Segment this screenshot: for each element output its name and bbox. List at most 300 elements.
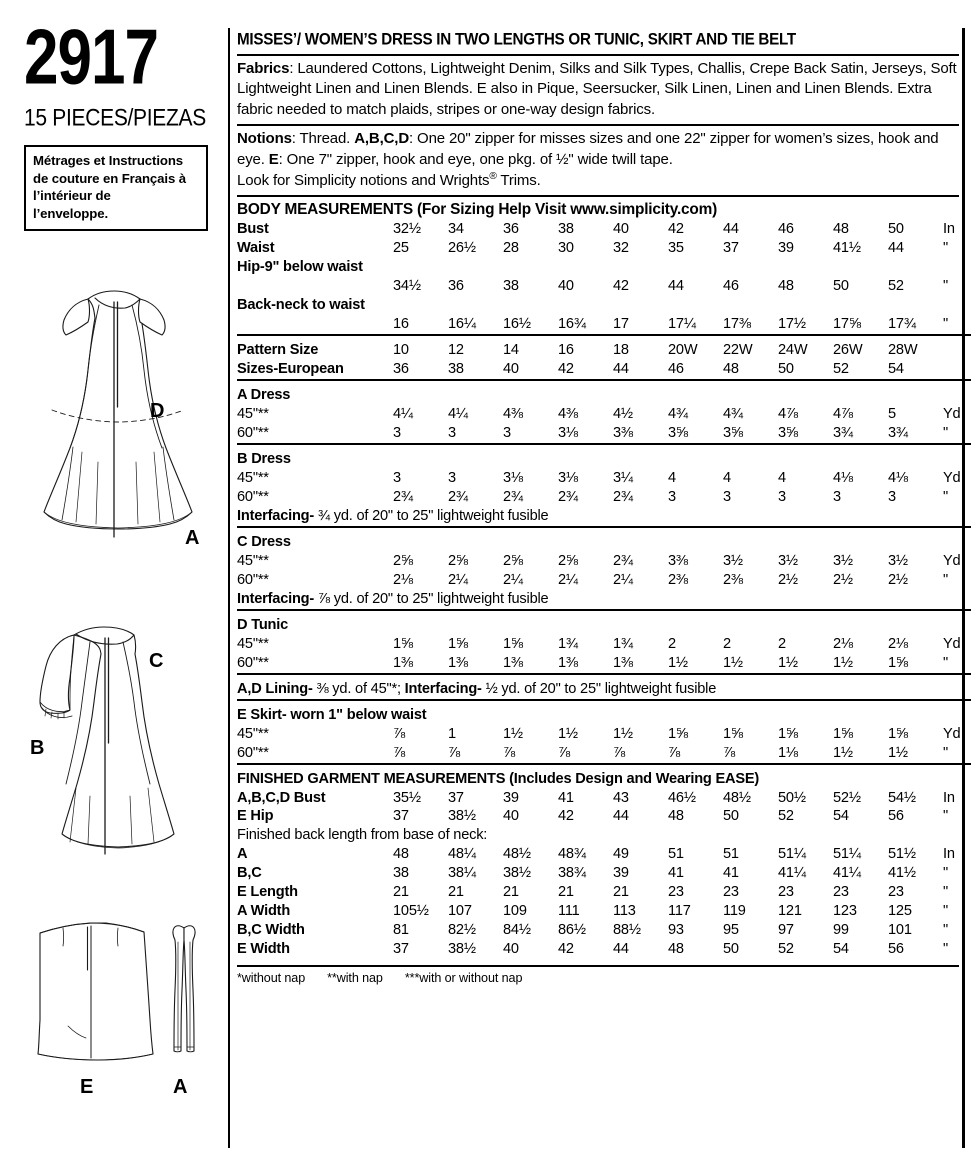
cell: 43 [613,789,629,806]
cell: 1⅝ [393,635,413,652]
cell: 23 [888,884,904,901]
cell: 50 [723,808,739,825]
figure-label-A: A [185,527,200,549]
row-label: 45"** [237,406,269,423]
cell: 38 [448,361,464,378]
row-label: A,B,C,D Bust [237,789,326,806]
cell: 2⅝ [503,552,523,569]
cell: 3⅜ [668,552,688,569]
table-row [237,386,971,405]
cell: 10 [393,342,409,359]
table-row [237,590,971,610]
cell: 3¾ [833,425,853,442]
cell: 17 [613,316,629,333]
cell: 38½ [448,941,476,958]
cell: 3⅝ [778,425,798,442]
cell: 1½ [778,654,798,671]
cell: 3 [668,488,676,505]
cell: 3 [833,488,841,505]
cell: 97 [778,922,794,939]
table-row [237,469,971,488]
unit-cell: Yd [943,635,961,652]
footnotes [237,971,959,985]
cell: 3 [723,488,731,505]
cell: 23 [778,884,794,901]
footnote-without-nap: *without nap [237,971,306,986]
view-title: A Dress [237,387,291,404]
table-row [237,552,971,571]
cell: 24W [778,342,808,359]
view-title: B Dress [237,451,291,468]
cell: ⅞ [558,744,570,761]
skirt-belt-svg [18,908,218,1108]
cell: ⅞ [448,744,460,761]
cell: 48 [723,361,739,378]
view-title: E Skirt- worn 1" below waist [237,706,427,723]
french-line-1: Métrages et Instructions [33,153,184,169]
row-label: E Width [237,941,290,958]
cell: 41½ [833,240,861,257]
cell: 4½ [613,406,633,423]
cell: 1½ [558,725,578,742]
trims-text-b: Trims. [496,171,541,189]
cell: 52 [778,808,794,825]
rule-after-fabrics [237,124,959,126]
unit-cell: " [943,865,948,882]
cell: 3½ [888,552,908,569]
cell: 21 [503,884,519,901]
interfacing-note [237,507,971,527]
cell: 50 [778,361,794,378]
cell: 52½ [833,789,861,806]
interfacing-text: ½ yd. of 20" to 25" lightweight fusible [481,680,717,697]
cell: 4 [778,469,786,486]
cell: 4¾ [668,406,688,423]
table-row [237,635,971,654]
cell: 39 [613,865,629,882]
view-title: D Tunic [237,616,289,633]
unit-cell: " [943,571,948,588]
unit-cell: Yd [943,469,961,486]
row-label: 60"** [237,488,269,505]
cell: 2⅜ [723,571,743,588]
cell: 3⅛ [558,425,578,442]
french-instructions-box [24,145,208,231]
cell: 37 [723,240,739,257]
row-label: E Length [237,884,298,901]
cell: 48 [393,846,409,863]
notions-text-e: : One 7" zipper, hook and eye, one pkg. of ½" wide twill tape. [278,150,673,168]
cell: 1⅛ [778,744,798,761]
row-label: 45"** [237,469,269,486]
cell: 46 [668,361,684,378]
cell: 48 [668,941,684,958]
cell: 38¾ [558,865,586,882]
cell: 2⅛ [393,571,413,588]
rule-after-title [237,54,959,56]
table-row [237,680,971,700]
cell: 34 [448,221,464,238]
cell: 1⅜ [448,654,468,671]
cell: 2⅝ [448,552,468,569]
cell: 52 [833,361,849,378]
cell: 44 [613,941,629,958]
cell: ⅞ [503,744,515,761]
cell: 48 [833,221,849,238]
cell: 40 [503,941,519,958]
dress-back-sleeved-svg [18,598,218,878]
cell: 2¾ [613,552,633,569]
pieces-count: 15 PIECES/PIEZAS [24,105,206,132]
footnote-with-nap: **with nap [327,971,383,986]
cell: 39 [503,789,519,806]
cell: 1½ [833,744,853,761]
cell: 3¼ [613,469,633,486]
cell: 2 [778,635,786,652]
body-measurements-table [237,220,971,959]
cell: 23 [668,884,684,901]
unit-cell: " [943,654,948,671]
cell: 4⅜ [503,406,523,423]
cell: 105½ [393,903,429,920]
cell: 121 [778,903,802,920]
cell: 1⅝ [723,725,743,742]
cell: 101 [888,922,912,939]
cell: 52 [778,941,794,958]
cell: 42 [668,221,684,238]
cell: ⅞ [613,744,625,761]
figure-dress-back-sleeved [18,598,218,878]
pattern-number: 2917 [24,14,158,101]
cell: 2⅜ [668,571,688,588]
cell: 17¼ [668,316,696,333]
cell: 32½ [393,221,421,238]
cell: 3⅛ [558,469,578,486]
table-row [237,807,971,826]
cell: 38½ [503,865,531,882]
cell: 44 [613,361,629,378]
cell: 2¾ [558,488,578,505]
cell: 1⅜ [503,654,523,671]
cell: 51 [668,846,684,863]
cell: 4⅛ [888,469,908,486]
cell: 48 [668,808,684,825]
row-label [237,277,393,296]
cell: 99 [833,922,849,939]
unit-cell: In [943,846,955,863]
interfacing-label: Interfacing- [404,680,482,697]
cell: 2¾ [393,488,413,505]
cell: 42 [558,361,574,378]
table-row [237,315,971,335]
cell: 1⅝ [448,635,468,652]
cell: 50 [833,278,849,295]
unit-cell: In [943,789,955,806]
row-label: Sizes-European [237,361,344,378]
figure-label-A: A [173,1076,188,1098]
table-row [237,258,971,277]
cell: 54½ [888,789,916,806]
finished-heading: FINISHED GARMENT MEASUREMENTS (Includes Design and Wearing EASE) [237,770,760,787]
cell: 1 [448,725,456,742]
cell: 38¼ [448,865,476,882]
cell: 54 [833,808,849,825]
cell: 48¾ [558,846,586,863]
notions-view-e: E [268,150,279,168]
cell: 48¼ [448,846,476,863]
cell: 50 [723,941,739,958]
notions-views-abcd: A,B,C,D [354,130,410,148]
table-row [237,921,971,940]
cell: 44 [668,278,684,295]
cell: 2¼ [558,571,578,588]
cell: 82½ [448,922,476,939]
table-row [237,725,971,744]
table-row [237,488,971,507]
row-label: Waist [237,240,275,257]
cell: 1¾ [613,635,633,652]
cell: 111 [558,903,580,920]
cell: 44 [613,808,629,825]
figure-dress-back-long [18,272,218,577]
cell: 41¼ [833,865,861,882]
cell: 17⅝ [833,316,861,333]
french-line-2: de couture en Français à [33,170,186,186]
cell: 2¾ [503,488,523,505]
cell: 3⅝ [723,425,743,442]
cell: 17¾ [888,316,916,333]
cell: 16 [393,316,409,333]
cell: ⅞ [393,725,405,742]
table-row [237,424,971,444]
cell: 14 [503,342,519,359]
cell: 2 [668,635,676,652]
unit-cell: " [943,240,948,257]
cell: 1½ [888,744,908,761]
left-column [24,14,222,231]
cell: 51¼ [833,846,861,863]
cell: 56 [888,808,904,825]
interfacing-note [237,590,971,610]
cell: 35½ [393,789,421,806]
cell: 28W [888,342,918,359]
cell: 1⅜ [393,654,413,671]
cell: 4 [668,469,676,486]
table-row [237,341,971,360]
cell: 1⅝ [888,725,908,742]
cell: 109 [503,903,527,920]
table-row [237,864,971,883]
cell: 23 [723,884,739,901]
row-label: 45"** [237,725,269,742]
cell: 1⅝ [503,635,523,652]
cell: 40 [558,278,574,295]
body-measurements-heading: BODY MEASUREMENTS (For Sizing Help Visit www.simplicity.com) [237,201,717,219]
figure-label-C: C [149,650,164,672]
table-row [237,706,971,725]
unit-cell: Yd [943,552,961,569]
cell: 1½ [668,654,688,671]
cell: 41 [668,865,684,882]
cell: 3 [778,488,786,505]
cell: 41 [723,865,739,882]
unit-cell: " [943,278,948,295]
unit-cell [943,341,971,360]
cell: 41 [558,789,574,806]
french-line-3: l’intérieur de [33,188,111,204]
row-label: 45"** [237,552,269,569]
cell: 40 [503,808,519,825]
cell: 2¼ [448,571,468,588]
cell: 26½ [448,240,476,257]
unit-cell: " [943,922,948,939]
cell: 2⅛ [888,635,908,652]
cell: 3½ [723,552,743,569]
unit-cell: Yd [943,406,961,423]
row-label [237,315,393,335]
row-label: E Hip [237,808,274,825]
cell: 88½ [613,922,641,939]
cell: 38 [393,865,409,882]
row-label: 60"** [237,571,269,588]
cell: 4¼ [448,406,468,423]
cell: 52 [888,278,904,295]
cell: ⅞ [668,744,680,761]
cell: 40 [503,361,519,378]
cell: 54 [888,361,904,378]
table-row [237,405,971,424]
cell: 2¾ [448,488,468,505]
cell: 44 [888,240,904,257]
cell: 51½ [888,846,916,863]
cell: 2⅝ [393,552,413,569]
table-row [237,220,971,239]
cell: 17⅜ [723,316,751,333]
notions-trims-line [237,170,959,191]
cell: 50 [888,221,904,238]
cell: 1⅝ [668,725,688,742]
cell: 48½ [503,846,531,863]
cell: 4¼ [393,406,413,423]
cell: 21 [393,884,409,901]
cell: 3⅜ [613,425,633,442]
unit-cell: Yd [943,725,961,742]
row-label: B,C Width [237,922,305,939]
cell: 39 [778,240,794,257]
cell: 2 [723,635,731,652]
table-row [237,296,971,315]
table-row [237,940,971,959]
fabrics-paragraph [237,59,959,120]
row-label: A [237,846,248,863]
table-row [237,533,971,552]
cell: 93 [668,922,684,939]
table-row [237,883,971,902]
cell: 3 [888,488,896,505]
cell: 37 [393,808,409,825]
cell: 1½ [723,654,743,671]
row-label: 60"** [237,425,269,442]
cell: 4⅛ [833,469,853,486]
cell: 1⅝ [888,654,908,671]
cell: 1⅝ [778,725,798,742]
french-line-4: l’enveloppe. [33,205,109,221]
pattern-title: MISSES’/ WOMEN’S DRESS IN TWO LENGTHS OR TUNIC, SKIRT AND TIE BELT [237,30,796,49]
cell: 2½ [888,571,908,588]
unit-cell: " [943,316,948,333]
unit-cell: " [943,884,948,901]
unit-cell [943,360,971,380]
cell: 44 [723,221,739,238]
unit-cell: " [943,744,948,761]
table-row [237,360,971,380]
cell: 125 [888,903,912,920]
interfacing-label: Interfacing- [237,590,315,607]
unit-cell: " [943,903,948,920]
cell: 2¼ [503,571,523,588]
cell: 3½ [778,552,798,569]
cell: 49 [613,846,629,863]
cell: 4⅞ [833,406,853,423]
fabrics-text: : Laundered Cottons, Lightweight Denim, Silks and Silk Types, Challis, Crepe Back Satin, Jerseys, Soft Lightweight Linen and Linen Blends. E also in Pique, Seersucker, Silk Linen, Linen and Linen Blends. Extra fabric needed to match plaids, stripes or one-way design fabrics. [237,60,957,118]
cell: 28 [503,240,519,257]
row-label: 45"** [237,635,269,652]
table-row [237,770,971,789]
cell: 3⅝ [668,425,688,442]
trims-text-a: Look for Simplicity notions and Wrights [237,171,490,189]
row-label: A Width [237,903,291,920]
cell: 2½ [778,571,798,588]
cell: 16½ [503,316,531,333]
cell: 123 [833,903,857,920]
cell: 16¾ [558,316,586,333]
cell: 36 [448,278,464,295]
cell: 18 [613,342,629,359]
cell: 21 [613,884,629,901]
cell: ⅞ [393,744,405,761]
cell: 26W [833,342,863,359]
unit-cell: " [943,425,948,442]
cell: 38 [503,278,519,295]
cell: 51¼ [778,846,806,863]
interfacing-text: ¾ yd. of 20" to 25" lightweight fusible [314,507,549,524]
cell: 3 [448,425,456,442]
row-label: Pattern Size [237,342,319,359]
cell: 42 [558,941,574,958]
cell: 16¼ [448,316,476,333]
registered-mark-icon: ® [489,170,497,182]
cell: 81 [393,922,409,939]
table-row [237,902,971,921]
cell: 37 [448,789,464,806]
table-row [237,616,971,635]
cell: 1¾ [558,635,578,652]
cell: 3 [393,469,401,486]
cell: 3½ [833,552,853,569]
rule-after-notions [237,195,959,197]
cell: 4⅞ [778,406,798,423]
row-label: Hip-9" below waist [237,259,363,276]
table-row [237,571,971,590]
finished-subheading: Finished back length from base of neck: [237,827,488,844]
cell: 38 [558,221,574,238]
cell: 48½ [723,789,751,806]
cell: 113 [613,903,636,920]
table-row [237,744,971,764]
cell: 32 [613,240,629,257]
cell: 1⅜ [613,654,633,671]
rule-before-footnotes [237,965,959,967]
